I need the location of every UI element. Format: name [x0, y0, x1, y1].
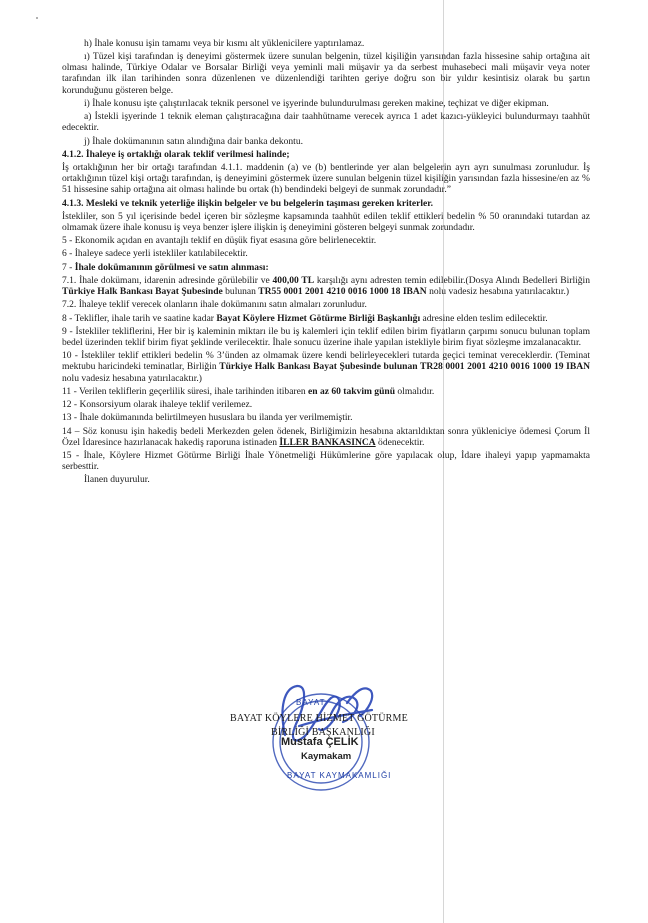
- text-segment: 9 - İstekliler tekliflerini, Her bir iş kaleminin miktarı ile bu iş kalemleri için teklif edilen birim fiyatların çarpımı sonucu bulunan toplam bedel üzerinden teklif birim fiyat şeklinde verilecektir. İhale sonucu üzerine ihale yapılan istekliyle birim fiyat sözleşme imzalanacaktır.: [62, 325, 590, 349]
- paragraph-p8: [62, 313, 590, 324]
- paragraph-p10: [62, 350, 590, 383]
- stamp-ring-bottom-text: BAYAT KAYMAKAMLIĞI: [287, 771, 392, 780]
- paragraph-p413: [62, 211, 590, 233]
- stamp-name: Mustafa ÇELİK: [281, 736, 359, 748]
- document-body: [62, 38, 590, 488]
- stamp-ring-top-text: BAYAT: [296, 698, 326, 707]
- paragraph-p6: [62, 248, 590, 259]
- paragraph-p11: [62, 386, 590, 397]
- paragraph-p71: [62, 275, 590, 297]
- text-segment: İstekliler, son 5 yıl içerisinde bedel içeren bir sözleşme kapsamında taahhüt edilen teklif ettikleri bedelin % 50 oranındaki tutardan az olmamak üzere ihale konusu iş veya benzer işlere ilişkin iş deneyimini gösteren belgeyi sunmak zorundadır.: [62, 210, 590, 233]
- text-segment: Türkiye Halk Bankası Bayat Şubesinde: [62, 286, 223, 298]
- paragraph-j: [62, 136, 590, 147]
- signature-title-line2: BİRLİĞİ BAŞKANLIĞI: [271, 727, 375, 738]
- paragraph-h: [62, 38, 590, 49]
- paragraph-p12: [62, 399, 590, 410]
- paragraph-close: [62, 474, 590, 485]
- scan-speck: [36, 17, 38, 19]
- text-segment: 10 - İstekliler teklif ettikleri bedelin % 3’ünden az olmamak üzere kendi belirleyecekleri tutarda geçici teminat vereceklerdir. (Teminat mektubu haricindeki teminatlar, Birliğin: [62, 350, 590, 373]
- text-segment: j) İhale dokümanının satın alındığına dair banka dekontu.: [84, 135, 303, 147]
- paragraph-p5: [62, 235, 590, 246]
- paragraph-i2: [62, 98, 590, 109]
- text-segment: 4.1.3. Mesleki ve teknik yeterliğe ilişkin belgeler ve bu belgelerin taşıması gereken kriterler.: [62, 197, 434, 209]
- text-segment: 5 - Ekonomik açıdan en avantajlı teklif en düşük fiyat esasına göre belirlenecektir.: [62, 235, 377, 247]
- text-segment: 12 - Konsorsiyum olarak ihaleye teklif verilemez.: [62, 399, 253, 411]
- text-segment: 7.1. İhale dokümanı, idarenin adresinde görülebilir ve: [62, 275, 273, 287]
- text-segment: 7.2. İhaleye teklif verecek olanların ihale dokümanını satın almaları zorunludur.: [62, 299, 367, 311]
- paragraph-h413: [62, 198, 590, 209]
- paragraph-p72: [62, 299, 590, 310]
- text-segment: 7 -: [62, 261, 75, 273]
- official-stamp: [273, 694, 369, 790]
- text-segment: 14 – Söz konusu işin hakediş bedeli Merkezden gelen ödenek, Birliğimizin hesabına aktarıldıktan sonra yükleniciye ödemesi Çorum İl Özel İdaresince hazırlanacak hakediş raporuna istinaden: [62, 425, 590, 448]
- text-segment: İhale dokümanının görülmesi ve satın alınması:: [74, 261, 269, 273]
- paragraph-p14: [62, 426, 590, 448]
- text-segment: 400,00 TL: [272, 275, 315, 287]
- paragraph-p7: [62, 262, 590, 273]
- text-segment: a) İstekli işyerinde 1 teknik eleman çalıştıracağına dair taahhütname verecek ayrıca 1 adet kazıcı-yükleyici bulundurmayı taahhüt edecektir.: [62, 111, 590, 134]
- text-segment: İş ortaklığının her bir ortağı tarafından 4.1.1. maddenin (a) ve (b) bentlerinde yer alan belgelerin ayrı ayrı sunulması zorunludur. İş ortaklığının tüzel kişi ortağı tarafından, iş deneyimini göstermek üzere sunulan belgenin tüzel kişiliğin yarısından fazla hissesine/en az % 51 hissesine sahip ortağına ait olması halinde bu ortak (h) bendindeki belgeyi de sunmak zorundadır.”: [62, 162, 590, 196]
- text-segment: 8 - Teklifler, ihale tarih ve saatine kadar: [62, 312, 217, 324]
- text-segment: Türkiye Halk Bankası Bayat Şubesinde bulunan TR28 0001 2001 4210 0016 1000 19 IBAN: [219, 361, 591, 373]
- text-segment: 6 - İhaleye sadece yerli istekliler katılabilecektir.: [62, 248, 248, 260]
- text-segment: İLLER BANKASINCA: [279, 436, 376, 448]
- text-segment: nolu vadesiz hesabına yatırılacaktır.): [426, 286, 570, 298]
- text-segment: ödenecektir.: [375, 436, 425, 448]
- text-segment: ı) Tüzel kişi tarafından iş deneyimi göstermek üzere sunulan belgenin, tüzel kişiliğin yarısından fazla hissesine sahip ortağına ait olması halinde, Türkiye Odalar ve Borsalar Birliği veya yeminli mali müşavir ya da serbest muhasebeci mali müşavir veya noter tarafından ilk ilan tarihinden sonra düzenlenen ve düzenlendiği tarihten geriye doğru son bir yıldır kesintisiz olarak bu şartın korunduğunu gösteren belge.: [62, 51, 590, 96]
- paragraph-p13: [62, 412, 590, 423]
- text-segment: karşılığı aynı adresten temin edilebilir.(Dosya Alındı Bedelleri Birliğin: [314, 275, 590, 287]
- handwritten-signature: [282, 686, 372, 741]
- text-segment: h) İhale konusu işin tamamı veya bir kısmı alt yükleniciler: [84, 38, 308, 49]
- text-segment: e yaptırılamaz.: [307, 38, 365, 49]
- paragraph-a: [62, 111, 590, 133]
- text-segment: Bayat Köylere Hizmet Götürme Birliği Başkanlığı: [216, 312, 421, 324]
- stamp-role: Kaymakam: [301, 751, 352, 762]
- paragraph-p9: [62, 326, 590, 348]
- text-segment: İlanen duyurulur.: [84, 474, 150, 486]
- text-segment: TR55 0001 2001 4210 0016 1000 18 IBAN: [258, 286, 427, 298]
- text-segment: nolu vadesiz hesabına yatırılacaktır.): [62, 372, 202, 384]
- text-segment: olmalıdır.: [395, 385, 435, 397]
- text-segment: i) İhale konusu işte çalıştırılacak teknik personel ve işyerinde bulundurulması gereken makine, teçhizat ve diğer ekipman.: [84, 97, 549, 109]
- text-segment: 11 - Verilen tekliflerin geçerlilik süresi, ihale tarihinden itibaren: [62, 385, 309, 397]
- text-segment: en az 60 takvim günü: [308, 385, 396, 397]
- paragraph-p412: [62, 162, 590, 195]
- text-segment: 15 - İhale, Köylere Hizmet Götürme Birliği İhale Yönetmeliği Hükümlerine göre yapılacak olup, İdare ihaleyi yapıp yapmamakta serbesttir.: [62, 450, 590, 473]
- text-segment: bulunan: [222, 286, 259, 298]
- text-segment: 4.1.2. İhaleye iş ortaklığı olarak teklif verilmesi halinde;: [62, 148, 290, 160]
- text-segment: 13 - İhale dokümanında belirtilmeyen hususlara bu ilanda yer verilmemiştir.: [62, 412, 353, 424]
- text-segment: adresine elden teslim edilecektir.: [420, 312, 548, 324]
- paragraph-h412: [62, 149, 590, 160]
- paragraph-i: [62, 51, 590, 95]
- signature-title-line1: BAYAT KÖYLERE HİZMET GÖTÜRME: [230, 713, 408, 724]
- paragraph-p15: [62, 450, 590, 472]
